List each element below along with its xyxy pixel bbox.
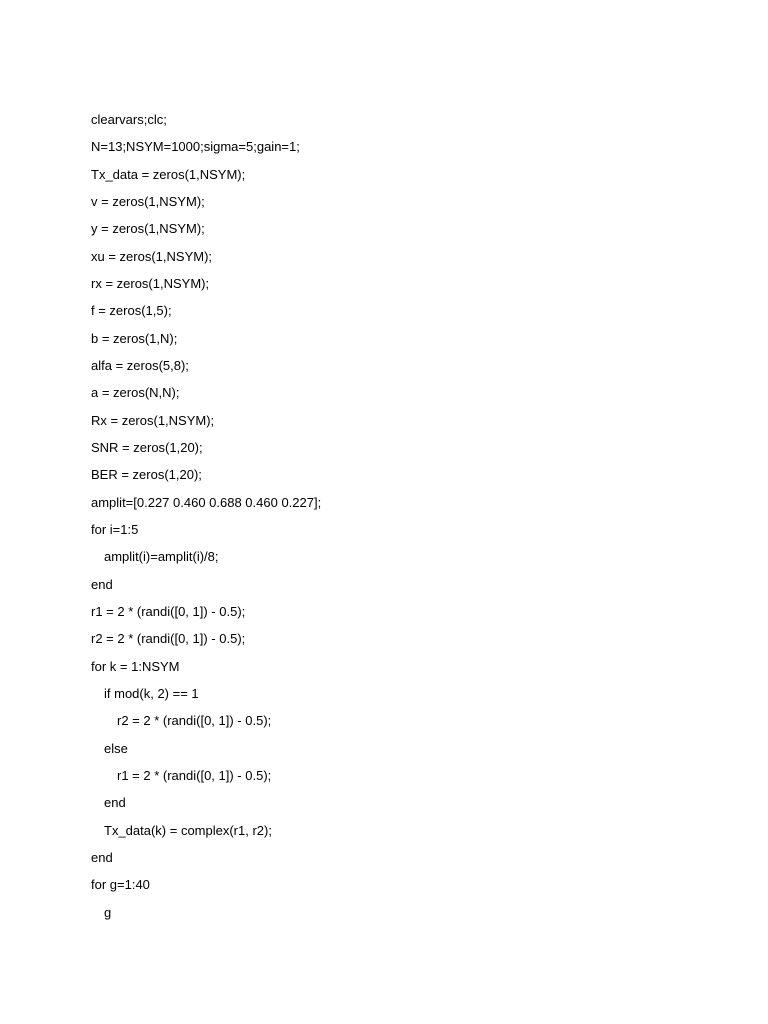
code-line: end — [91, 576, 113, 592]
code-line: Tx_data(k) = complex(r1, r2); — [104, 822, 272, 838]
code-line: r2 = 2 * (randi([0, 1]) - 0.5); — [117, 713, 272, 729]
code-line: for i=1:5 — [91, 521, 139, 537]
code-listing — [91, 111, 321, 931]
code-line: for g=1:40 — [91, 877, 150, 893]
code-line: Tx_data = zeros(1,NSYM); — [91, 166, 246, 182]
code-line: N=13;NSYM=1000;sigma=5;gain=1; — [91, 139, 300, 155]
code-line: xu = zeros(1,NSYM); — [91, 248, 213, 264]
code-line: r1 = 2 * (randi([0, 1]) - 0.5); — [91, 603, 246, 619]
code-line: amplit(i)=amplit(i)/8; — [104, 549, 219, 565]
code-line: SNR = zeros(1,20); — [91, 439, 203, 455]
code-line: end — [104, 795, 126, 811]
code-line: a = zeros(N,N); — [91, 385, 180, 401]
code-line: if mod(k, 2) == 1 — [104, 685, 199, 701]
code-line: BER = zeros(1,20); — [91, 467, 202, 483]
code-line: for k = 1:NSYM — [91, 658, 180, 674]
code-line: y = zeros(1,NSYM); — [91, 221, 205, 237]
code-line: r1 = 2 * (randi([0, 1]) - 0.5); — [117, 767, 272, 783]
code-line: amplit=[0.227 0.460 0.688 0.460 0.227]; — [91, 494, 322, 510]
code-line: alfa = zeros(5,8); — [91, 357, 189, 373]
code-line: rx = zeros(1,NSYM); — [91, 275, 210, 291]
code-line: f = zeros(1,5); — [91, 303, 172, 319]
code-line: end — [91, 849, 113, 865]
code-line: v = zeros(1,NSYM); — [91, 193, 205, 209]
code-line: Rx = zeros(1,NSYM); — [91, 412, 215, 428]
code-line: g — [104, 904, 112, 920]
code-line: r2 = 2 * (randi([0, 1]) - 0.5); — [91, 631, 246, 647]
code-line: b = zeros(1,N); — [91, 330, 178, 346]
code-line: clearvars;clc; — [91, 112, 167, 127]
code-line: else — [104, 740, 128, 756]
